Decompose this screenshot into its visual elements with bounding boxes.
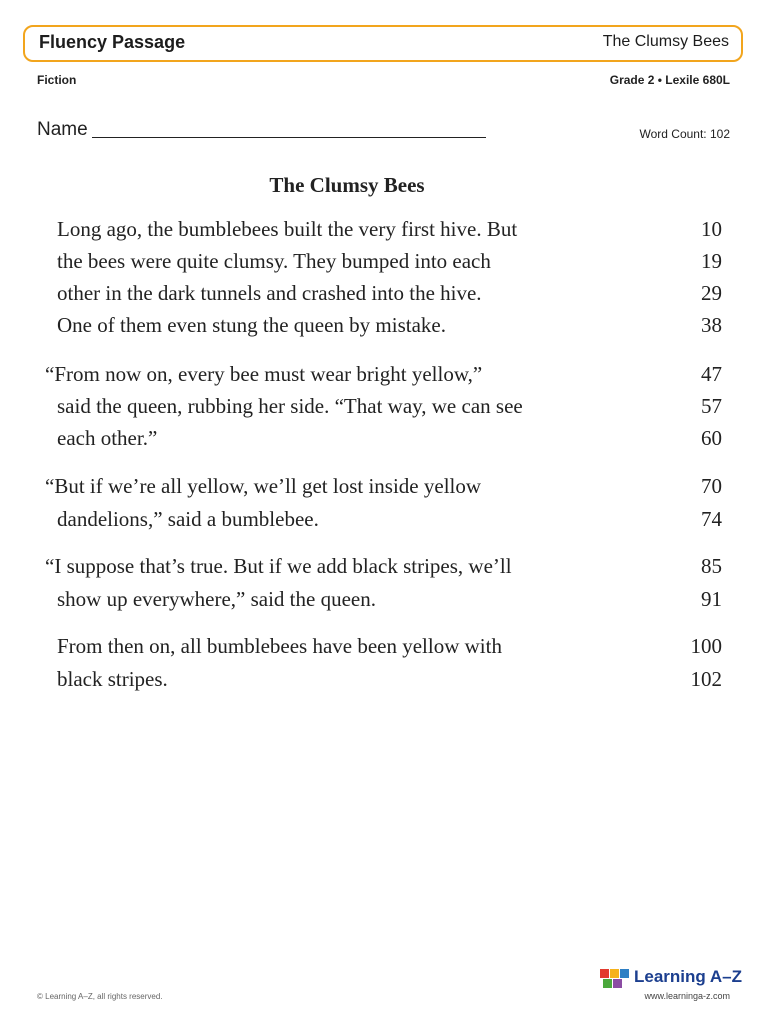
line-text: said the queen, rubbing her side. “That way, we can see <box>57 394 523 418</box>
passage-line <box>0 507 768 537</box>
line-text: Long ago, the bumblebees built the very first hive. But <box>57 217 518 241</box>
header-title: The Clumsy Bees <box>602 33 729 50</box>
line-text: One of them even stung the queen by mistake. <box>57 313 446 337</box>
logo-text: Learning A–Z <box>634 967 742 986</box>
word-count: Word Count: 102 <box>639 127 730 141</box>
passage-title: The Clumsy Bees <box>269 173 425 197</box>
website-url[interactable]: www.learninga-z.com <box>644 991 730 1001</box>
line-text: the bees were quite clumsy. They bumped into each <box>57 249 491 273</box>
name-label: Name <box>37 119 88 140</box>
header-label: Fluency Passage <box>39 32 186 52</box>
word-count-marker: 19 <box>701 249 722 273</box>
line-text: show up everywhere,” said the queen. <box>57 587 376 611</box>
word-count-marker: 10 <box>701 217 722 241</box>
line-text: each other.” <box>57 426 158 450</box>
passage-line <box>0 554 768 584</box>
line-text: other in the dark tunnels and crashed into the hive. <box>57 281 482 305</box>
passage-line <box>0 313 768 343</box>
passage-line <box>0 394 768 424</box>
word-count-marker: 60 <box>701 426 722 450</box>
word-count-marker: 91 <box>701 587 722 611</box>
header-box <box>23 25 743 62</box>
line-text: dandelions,” said a bumblebee. <box>57 507 319 531</box>
line-text: black stripes. <box>57 667 168 691</box>
line-text: “From now on, every bee must wear bright yellow,” <box>45 362 483 386</box>
line-text: From then on, all bumblebees have been yellow with <box>57 634 502 658</box>
genre-label: Fiction <box>37 73 77 87</box>
word-count-marker: 29 <box>701 281 722 305</box>
passage-line <box>0 587 768 617</box>
passage-line <box>0 249 768 279</box>
word-count-marker: 57 <box>701 394 722 418</box>
word-count-marker: 70 <box>701 474 722 498</box>
passage-line <box>0 474 768 504</box>
passage-line <box>0 281 768 311</box>
passage-line <box>0 426 768 456</box>
line-text: “But if we’re all yellow, we’ll get lost inside yellow <box>45 474 482 498</box>
word-count-marker: 102 <box>690 667 722 691</box>
passage-line <box>0 362 768 392</box>
word-count-marker: 74 <box>701 507 722 531</box>
passage-line <box>0 667 768 697</box>
learning-az-logo[interactable] <box>600 967 742 989</box>
logo-puzzle-icon <box>600 967 630 989</box>
passage-line <box>0 217 768 247</box>
name-line[interactable] <box>92 137 486 138</box>
line-text: “I suppose that’s true. But if we add black stripes, we’ll <box>45 554 512 578</box>
word-count-marker: 85 <box>701 554 722 578</box>
grade-lexile: Grade 2 • Lexile 680L <box>609 73 730 87</box>
word-count-marker: 47 <box>701 362 722 386</box>
copyright-notice: © Learning A–Z, all rights reserved. <box>37 992 163 1001</box>
word-count-marker: 38 <box>701 313 722 337</box>
word-count-marker: 100 <box>690 634 722 658</box>
passage-line <box>0 634 768 664</box>
